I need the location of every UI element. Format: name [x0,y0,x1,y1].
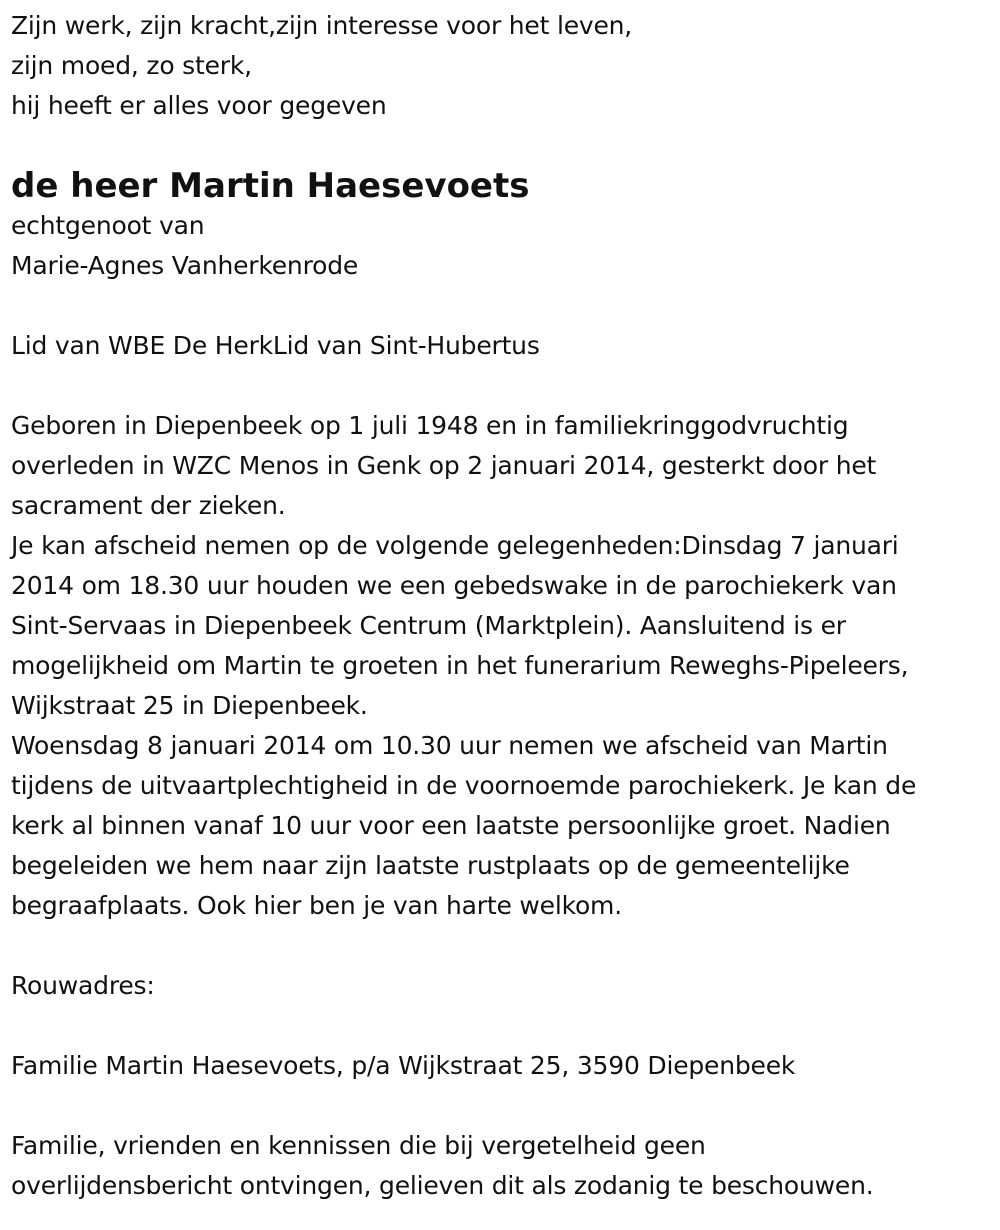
spacer [11,286,1000,326]
poem-line: zijn moed, zo sterk, [11,51,252,80]
poem-line: Zijn werk, zijn kracht,zijn interesse voor het leven, [11,11,633,40]
body-line: kerk al binnen vanaf 10 uur voor een laatste persoonlijke groet. Nadien [11,811,891,840]
spouse-name: Marie-Agnes Vanherkenrode [11,251,359,280]
body-line: begeleiden we hem naar zijn laatste rustplaats op de gemeentelijke [11,851,850,880]
rouwadres-label: Rouwadres: [11,971,155,1000]
closing-line: overlijdensbericht ontvingen, gelieven dit als zodanig te beschouwen. [11,1171,874,1200]
poem-line: hij heeft er alles voor gegeven [11,91,387,120]
closing-line: Familie, vrienden en kennissen die bij vergetelheid geen [11,1131,706,1160]
rouwadres-address: Familie Martin Haesevoets, p/a Wijkstraat 25, 3590 Diepenbeek [11,1051,796,1080]
body-line: tijdens de uitvaartplechtigheid in de voornoemde parochiekerk. Je kan de [11,771,917,800]
body-line: sacrament der zieken. [11,491,286,520]
body-line: Sint-Servaas in Diepenbeek Centrum (Marktplein). Aansluitend is er [11,611,846,640]
body-line: Wijkstraat 25 in Diepenbeek. [11,691,368,720]
poem [11,6,1000,126]
spacer [11,1086,1000,1126]
body-line: Geboren in Diepenbeek op 1 juli 1948 en in familiekringgodvruchtig [11,411,849,440]
body-line: mogelijkheid om Martin te groeten in het funerarium Reweghs-Pipeleers, [11,651,909,680]
deceased-name: de heer Martin Haesevoets [11,166,530,206]
body-text [11,406,1000,926]
body-line: Woensdag 8 januari 2014 om 10.30 uur nemen we afscheid van Martin [11,731,888,760]
body-line: overleden in WZC Menos in Genk op 2 januari 2014, gesterkt door het [11,451,877,480]
spacer [11,366,1000,406]
body-line: Je kan afscheid nemen op de volgende gelegenheden:Dinsdag 7 januari [11,531,899,560]
spacer [11,1006,1000,1046]
spouse-relation: echtgenoot van [11,211,205,240]
membership: Lid van WBE De HerkLid van Sint-Hubertus [11,331,540,360]
body-line: 2014 om 18.30 uur houden we een gebedswake in de parochiekerk van [11,571,897,600]
spouse-info [11,206,1000,286]
spacer [11,926,1000,966]
body-line: begraafplaats. Ook hier ben je van harte welkom. [11,891,622,920]
closing-note [11,1126,1000,1206]
